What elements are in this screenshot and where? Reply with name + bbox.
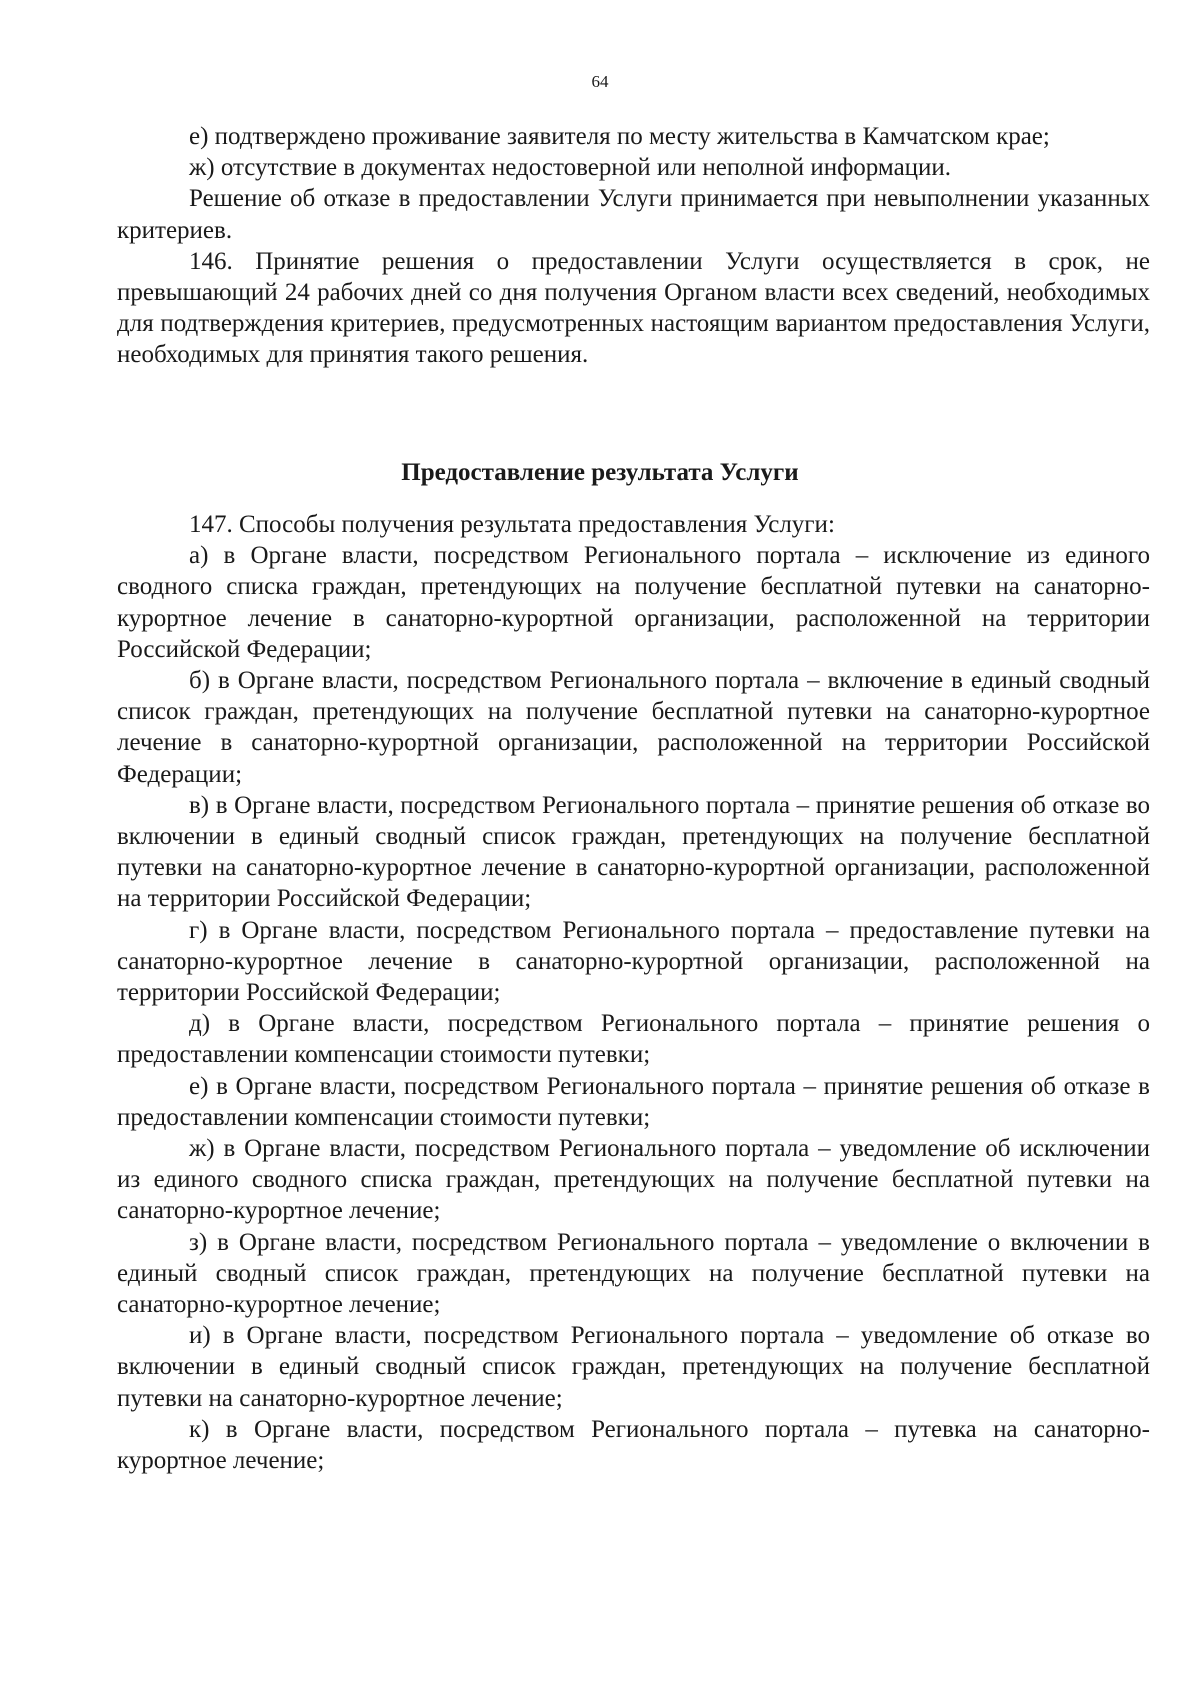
paragraph-refusal-decision: Решение об отказе в предоставлении Услуги принимается при невыполнении указанных критериев. (117, 185, 1150, 244)
list-item-zh: ж) в Органе власти, посредством Регионального портала – уведомление об исключении из единого сводного списка граждан, претендующих на получение бесплатной путевки на санаторно-курортное лечение; (117, 1135, 1150, 1225)
paragraph-criterion-zh: ж) отсутствие в документах недостоверной или неполной информации. (189, 154, 952, 182)
list-item-z: з) в Органе власти, посредством Регионального портала – уведомление о включении в единый сводный список граждан, претендующих на получение бесплатной путевки на санаторно-курортное лечение; (117, 1228, 1150, 1319)
paragraph-criterion-e: е) подтверждено проживание заявителя по месту жительства в Камчатском крае; (189, 123, 1050, 150)
list-item-d: д) в Органе власти, посредством Регионального портала – принятие решения о предоставлении компенсации стоимости путевки; (117, 1010, 1150, 1069)
list-item-v: в) в Органе власти, посредством Регионального портала – принятие решения об отказе во включении в единый сводный список граждан, претендующих на получение бесплатной путевки на санаторно-курортное лечение в санаторно-курортной организации, расположенной на территории Российской Федерации; (117, 791, 1150, 913)
list-item-b: б) в Органе власти, посредством Регионального портала – включение в единый сводный список граждан, претендующих на получение бесплатной путевки на санаторно-курортное лечение в санаторно-курортной организации, расположенной на территории Российской Федерации; (117, 667, 1150, 788)
page-number: 64 (591, 72, 609, 91)
list-item-i: и) в Органе власти, посредством Регионального портала – уведомление об отказе во включении в единый сводный список граждан, претендующих на получение бесплатной путевки на санаторно-курортное лечение; (117, 1322, 1150, 1412)
list-item-k: к) в Органе власти, посредством Регионального портала – путевка на санаторно-курортное лечение; (117, 1415, 1150, 1475)
section-heading: Предоставление результата Услуги (401, 459, 799, 486)
intro-text-block (117, 121, 1150, 371)
paragraph-147: 147. Способы получения результата предоставления Услуги: (189, 511, 835, 538)
list-item-e: е) в Органе власти, посредством Регионального портала – принятие решения об отказе в предоставлении компенсации стоимости путевки; (117, 1072, 1150, 1131)
list-item-a: а) в Органе власти, посредством Регионального портала – исключение из единого сводного списка граждан, претендующих на получение бесплатной путевки на санаторно-курортное лечение в санаторно-курортной организации, расположенной на территории Российской Федерации; (117, 542, 1150, 663)
section-text-block (117, 509, 1150, 1476)
paragraph-146: 146. Принятие решения о предоставлении Услуги осуществляется в срок, не превышающий 24 рабочих дней со дня получения Органом власти всех сведений, необходимых для подтверждения критериев, предусмотренных настоящим вариантом предоставления Услуги, необходимых для принятия такого решения. (117, 247, 1150, 369)
list-item-g: г) в Органе власти, посредством Регионального портала – предоставление путевки на санаторно-курортное лечение в санаторно-курортной организации, расположенной на территории Российской Федерации; (117, 916, 1150, 1007)
